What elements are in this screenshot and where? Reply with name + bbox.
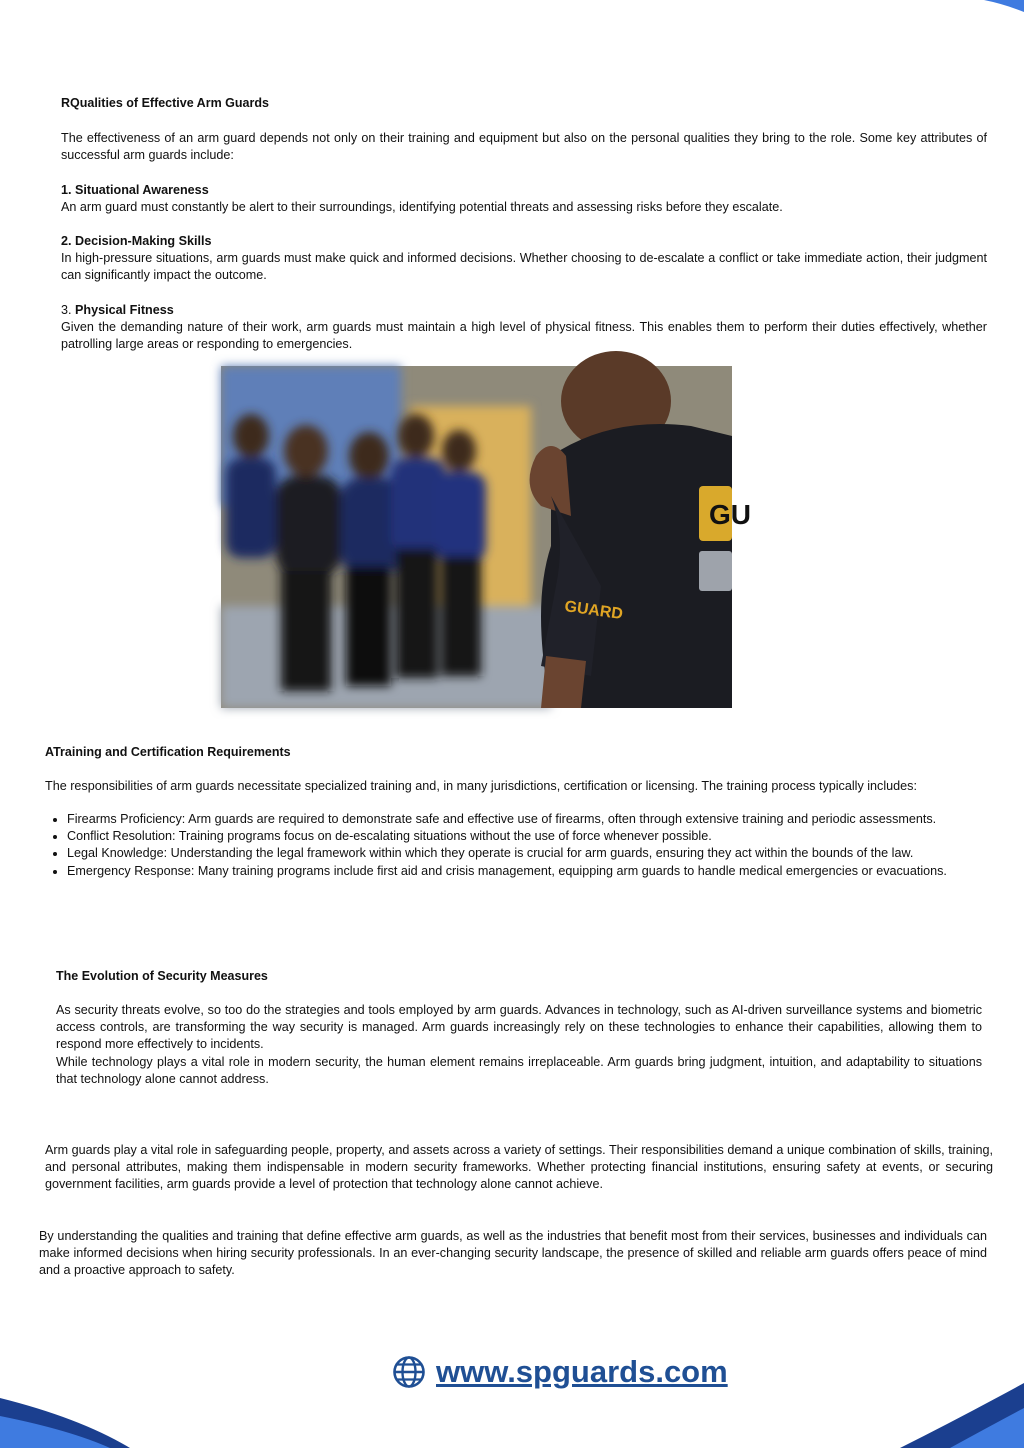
- chest-badge-text: GU: [709, 499, 751, 530]
- quality-2-text: In high-pressure situations, arm guards must make quick and informed decisions. Whether choosing to de-escalate a conflict or take immediate action, their judgment can significantly impact the outcome.: [61, 251, 987, 283]
- conclusion-p1: Arm guards play a vital role in safeguarding people, property, and assets across a variety of settings. Their responsibilities demand a unique combination of skills, training, and personal attributes, making them indispensable in modern security frameworks. Whether protecting financial institutions, ensuring safety at events, or securing government facilities, arm guards provide a level of protection that technology alone cannot achieve.: [45, 1143, 993, 1192]
- evolution-paragraphs: [56, 1002, 982, 1088]
- training-list: [45, 811, 1015, 880]
- evolution-p1: As security threats evolve, so too do the strategies and tools employed by arm guards. Advances in technology, such as AI-driven surveillance systems and biometric access controls, are transforming the way security is managed. Arm guards increasingly rely on these technologies to enhance their capabilities, allowing them to respond more effectively to incidents.: [56, 1003, 982, 1052]
- footer-wave-decoration: [0, 1378, 1024, 1448]
- conclusion-p2: By understanding the qualities and training that define effective arm guards, as well as the industries that benefit most from their services, businesses and individuals can make informed decisions when hiring security professionals. In an ever-changing security landscape, the presence of skilled and reliable arm guards offers peace of mind and a proactive approach to safety.: [39, 1229, 987, 1278]
- quality-2-label: Decision-Making Skills: [75, 234, 212, 248]
- list-item: • Firearms Proficiency: Arm guards are required to demonstrate safe and effective use of firearms, often through extensive training and periodic assessments.: [67, 811, 1015, 828]
- quality-3-num: 3.: [61, 303, 72, 317]
- security-guard-photo: [221, 366, 751, 708]
- photo-illustration: [221, 366, 751, 708]
- section-qualities-body: [61, 130, 987, 164]
- quality-item-1: [61, 182, 987, 216]
- section-evolution-title: The Evolution of Security Measures: [56, 969, 268, 983]
- section-qualities-title: RQualities of Effective Arm Guards: [61, 96, 269, 110]
- quality-1-num: 1.: [61, 183, 72, 197]
- list-item: • Conflict Resolution: Training programs focus on de-escalating situations without the use of force whenever possible.: [67, 828, 1015, 845]
- quality-item-2: [61, 233, 987, 285]
- website-link[interactable]: www.spguards.com: [436, 1354, 728, 1389]
- quality-3-text: Given the demanding nature of their work, arm guards must maintain a high level of physical fitness. This enables them to perform their duties effectively, whether patrolling large areas or responding to emergencies.: [61, 320, 987, 352]
- qualities-intro: The effectiveness of an arm guard depends not only on their training and equipment but also on the personal qualities they bring to the role. Some key attributes of successful arm guards include:: [61, 131, 987, 163]
- sleeve-badge-text: GUARD: [563, 598, 624, 624]
- section-training-title: ATraining and Certification Requirements: [45, 745, 291, 759]
- quality-3-label: Physical Fitness: [75, 303, 174, 317]
- corner-decoration: [984, 0, 1024, 20]
- quality-1-text: An arm guard must constantly be alert to their surroundings, identifying potential threats and assessing risks before they escalate.: [61, 200, 783, 215]
- quality-2-num: 2.: [61, 234, 72, 248]
- list-item: • Legal Knowledge: Understanding the legal framework within which they operate is crucial for arm guards, ensuring they act within the bounds of the law.: [67, 845, 1015, 862]
- quality-1-label: Situational Awareness: [75, 183, 209, 197]
- quality-item-3: [61, 302, 987, 354]
- evolution-p2: While technology plays a vital role in modern security, the human element remains irreplaceable. Arm guards bring judgment, intuition, and adaptability to situations that technology alone cannot address.: [56, 1054, 982, 1086]
- list-item: • Emergency Response: Many training programs include first aid and crisis management, equipping arm guards to handle medical emergencies or evacuations.: [67, 863, 1015, 880]
- training-intro: The responsibilities of arm guards necessitate specialized training and, in many jurisdictions, certification or licensing. The training process typically includes:: [45, 779, 917, 793]
